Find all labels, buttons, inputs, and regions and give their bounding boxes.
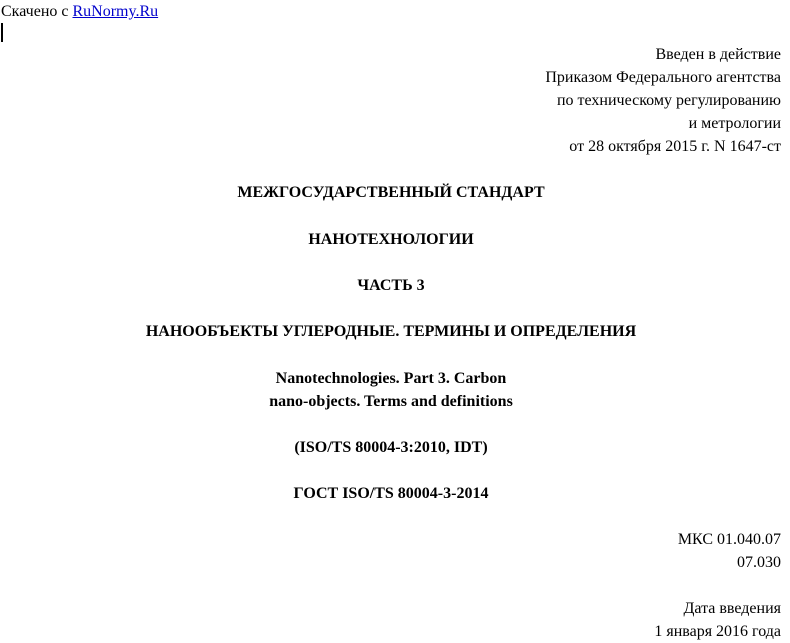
enactment-line: Введен в действие xyxy=(655,46,781,63)
mks-code-line: МКС 01.040.07 xyxy=(677,531,781,548)
part-heading: ЧАСТЬ 3 xyxy=(357,277,425,294)
mks-code-line: 07.030 xyxy=(737,554,781,571)
standard-type-heading: МЕЖГОСУДАРСТВЕННЫЙ СТАНДАРТ xyxy=(237,184,545,201)
enactment-line: по техническому регулированию xyxy=(556,92,781,109)
gost-code: ГОСТ ISO/TS 80004-3-2014 xyxy=(293,485,489,502)
introduction-date-label: Дата введения xyxy=(683,600,781,617)
iso-reference: (ISO/TS 80004-3:2010, IDT) xyxy=(294,439,488,456)
english-title-line-1: Nanotechnologies. Part 3. Carbon xyxy=(275,370,507,387)
enactment-line: от 28 октября 2015 г. N 1647-ст xyxy=(569,138,781,155)
introduction-date-block xyxy=(654,597,781,643)
classification-block xyxy=(678,528,781,574)
runormy-link[interactable]: RuNormy.Ru xyxy=(72,3,159,20)
text-cursor xyxy=(1,23,3,42)
download-source-line xyxy=(1,2,158,21)
introduction-date-value: 1 января 2016 года xyxy=(654,623,781,640)
enactment-block xyxy=(545,43,781,158)
english-title-line-2: nano-objects. Terms and definitions xyxy=(269,393,513,410)
russian-title: НАНООБЪЕКТЫ УГЛЕРОДНЫЕ. ТЕРМИНЫ И ОПРЕДЕЛЕНИЯ xyxy=(145,323,637,340)
enactment-line: Приказом Федерального агентства xyxy=(545,69,781,86)
enactment-line: и метрологии xyxy=(688,115,781,132)
subject-heading: НАНОТЕХНОЛОГИИ xyxy=(308,231,474,248)
download-prefix: Скачено с xyxy=(1,3,73,20)
